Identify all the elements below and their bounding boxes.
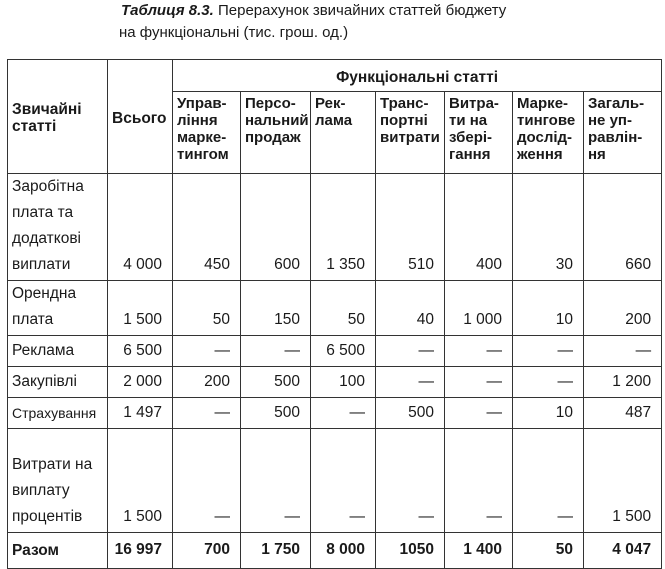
table-cell: 200 bbox=[173, 367, 241, 398]
table-cell: 500 bbox=[376, 398, 445, 429]
table-row bbox=[8, 336, 662, 367]
table-cell: 30 bbox=[513, 174, 584, 281]
total-cell: 1050 bbox=[376, 533, 445, 569]
row-total: 4 000 bbox=[108, 174, 173, 281]
table-cell: 10 bbox=[513, 398, 584, 429]
table-cell: — bbox=[173, 336, 241, 367]
row-label: Орендна плата bbox=[8, 281, 108, 336]
caption-label: Таблиця 8.3. bbox=[121, 2, 214, 19]
table-cell: 40 bbox=[376, 281, 445, 336]
table-cell: — bbox=[513, 367, 584, 398]
table-cell: 487 bbox=[584, 398, 662, 429]
table-cell: — bbox=[445, 336, 513, 367]
header-func-col: Персо-нальний продаж bbox=[241, 92, 311, 174]
table-row bbox=[8, 429, 662, 533]
table-cell: — bbox=[376, 336, 445, 367]
total-label: Разом bbox=[8, 533, 108, 569]
total-cell: 1 400 bbox=[445, 533, 513, 569]
table-cell: 500 bbox=[241, 398, 311, 429]
table-cell: — bbox=[445, 398, 513, 429]
header-func-col: Витра-ти на зберi-гання bbox=[445, 92, 513, 174]
table-caption bbox=[121, 0, 661, 44]
table-cell: 1 350 bbox=[311, 174, 376, 281]
table-cell: — bbox=[311, 429, 376, 533]
row-label: Закупівлі bbox=[8, 367, 108, 398]
table-cell: 6 500 bbox=[311, 336, 376, 367]
table-cell: 510 bbox=[376, 174, 445, 281]
row-total: 1 500 bbox=[108, 429, 173, 533]
total-cell: 50 bbox=[513, 533, 584, 569]
header-total: Всього bbox=[108, 60, 173, 174]
table-cell: 100 bbox=[311, 367, 376, 398]
table-cell: — bbox=[241, 429, 311, 533]
table-cell: 400 bbox=[445, 174, 513, 281]
table-cell: — bbox=[173, 429, 241, 533]
header-regular-items: Звичайні статті bbox=[8, 60, 108, 174]
table-cell: 600 bbox=[241, 174, 311, 281]
budget-table bbox=[7, 59, 662, 569]
row-label: Реклама bbox=[8, 336, 108, 367]
table-cell: — bbox=[376, 429, 445, 533]
total-row bbox=[8, 533, 662, 569]
table-row bbox=[8, 281, 662, 336]
table-cell: 1 000 bbox=[445, 281, 513, 336]
table-row bbox=[8, 398, 662, 429]
row-label: Страхування bbox=[8, 398, 108, 429]
row-total: 6 500 bbox=[108, 336, 173, 367]
header-func-col: Транс-портні витрати bbox=[376, 92, 445, 174]
table-cell: — bbox=[584, 336, 662, 367]
table-cell: 660 bbox=[584, 174, 662, 281]
table-cell: — bbox=[445, 429, 513, 533]
row-label: Витрати на виплату процентів bbox=[8, 429, 108, 533]
header-func-col: Управ-ління марке-тингом bbox=[173, 92, 241, 174]
row-total: 2 000 bbox=[108, 367, 173, 398]
table-cell: 10 bbox=[513, 281, 584, 336]
caption-line-2: на функціональні (тис. грош. од.) bbox=[119, 24, 349, 41]
table-cell: — bbox=[513, 429, 584, 533]
caption-line-1: Перерахунок звичайних статтей бюджету bbox=[217, 2, 507, 19]
table-cell: 50 bbox=[311, 281, 376, 336]
table-cell: — bbox=[445, 367, 513, 398]
total-sum: 16 997 bbox=[108, 533, 173, 569]
table-cell: 150 bbox=[241, 281, 311, 336]
table-row bbox=[8, 174, 662, 281]
total-cell: 4 047 bbox=[584, 533, 662, 569]
table-cell: 450 bbox=[173, 174, 241, 281]
total-cell: 700 bbox=[173, 533, 241, 569]
table-cell: — bbox=[513, 336, 584, 367]
header-functional-items: Функціональні статті bbox=[173, 60, 662, 92]
table-cell: — bbox=[311, 398, 376, 429]
table-cell: 200 bbox=[584, 281, 662, 336]
table-cell: — bbox=[173, 398, 241, 429]
total-cell: 8 000 bbox=[311, 533, 376, 569]
header-func-col: Рек-лама bbox=[311, 92, 376, 174]
total-cell: 1 750 bbox=[241, 533, 311, 569]
table-cell: 1 500 bbox=[584, 429, 662, 533]
row-total: 1 500 bbox=[108, 281, 173, 336]
header-func-col: Загаль-не уп-равлiн-ня bbox=[584, 92, 662, 174]
header-func-col: Марке-тингове дослiд-ження bbox=[513, 92, 584, 174]
table-cell: 1 200 bbox=[584, 367, 662, 398]
row-total: 1 497 bbox=[108, 398, 173, 429]
row-label: Заробітна плата та додаткові виплати bbox=[8, 174, 108, 281]
table-cell: — bbox=[376, 367, 445, 398]
table-cell: — bbox=[241, 336, 311, 367]
table-cell: 50 bbox=[173, 281, 241, 336]
table-cell: 500 bbox=[241, 367, 311, 398]
table-row bbox=[8, 367, 662, 398]
